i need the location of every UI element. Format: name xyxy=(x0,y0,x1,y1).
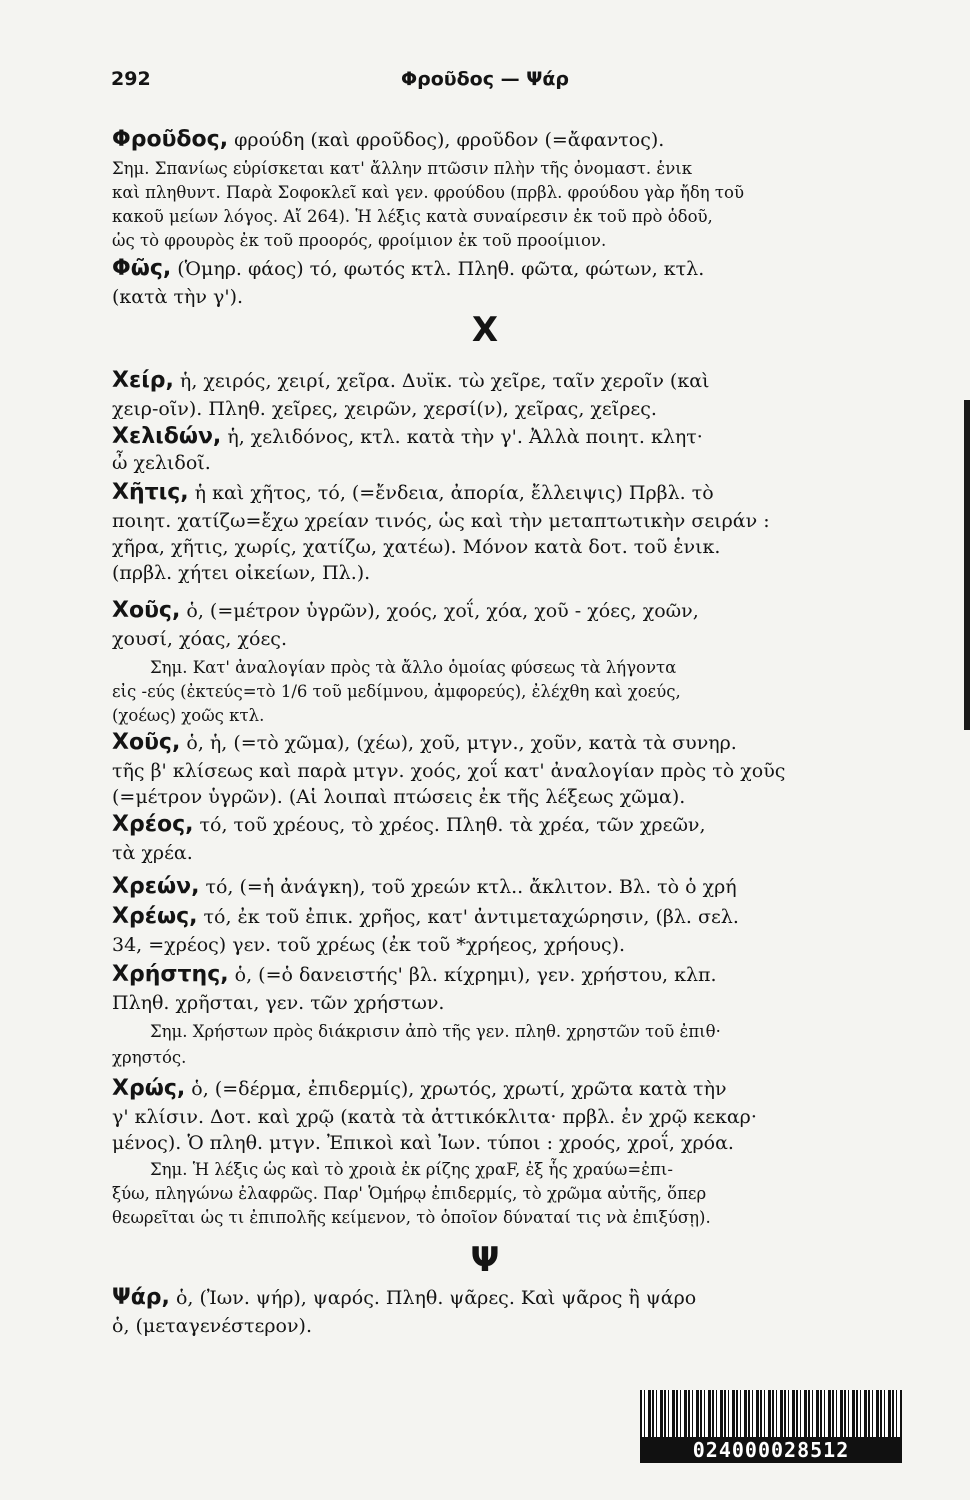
entry-text: Σημ. Σπανίως εὑρίσκεται κατ' ἄλλην πτῶσιν πλὴν τῆς ὀνομαστ. ἑνικ xyxy=(112,159,693,178)
entry-text: Πληθ. χρῆσται, γεν. τῶν χρήστων. xyxy=(112,992,445,1014)
entry-text: ἡ, χειρός, χειρί, χεῖρα. Δυϊκ. τὼ χεῖρε, ταῖν χεροῖν (καὶ xyxy=(173,370,710,392)
entry-text: ἡ καὶ χῆτος, τό, (=ἔνδεια, ἀπορία, ἔλλειψις) Πρβλ. τὸ xyxy=(188,482,714,504)
entry-text: χῆρα, χῆτις, χωρίς, χατίζω, χατέω). Μόνον κατὰ δοτ. τοῦ ἑνικ. xyxy=(112,536,721,558)
entry-line xyxy=(112,1104,912,1130)
entry-line xyxy=(150,656,950,680)
entry-line xyxy=(112,181,912,205)
entry-line-headword xyxy=(112,598,912,624)
entry-text: (κατὰ τὴν γ'). xyxy=(112,286,244,308)
entry-text: ποιητ. χατίζω=ἔχω χρείαν τινός, ὡς καὶ τὴν μεταπτωτικὴν σειράν : xyxy=(112,510,770,532)
page-edge-shadow xyxy=(964,400,970,730)
headword: Χρέως, xyxy=(112,904,198,929)
entry-line xyxy=(112,1046,912,1070)
entry-line-headword xyxy=(112,424,912,450)
headword: Χρέος, xyxy=(112,812,194,837)
entry-line xyxy=(112,932,912,958)
entry-line xyxy=(112,229,912,253)
entry-line xyxy=(112,534,912,560)
entry-text: (πρβλ. χήτει οἰκείων, Πλ.). xyxy=(112,562,371,584)
entry-line xyxy=(112,205,912,229)
entry-line-headword xyxy=(112,368,912,394)
entry-line-headword xyxy=(112,962,912,988)
entry-line-headword xyxy=(112,904,912,930)
headword: Χρήστης, xyxy=(112,962,229,987)
headword: Χελιδών, xyxy=(112,424,222,449)
entry-text: ὁ, (μεταγενέστερον). xyxy=(112,1315,312,1337)
section-letter-chi: X xyxy=(471,310,499,350)
entry-line xyxy=(112,560,912,586)
entry-line xyxy=(112,157,912,181)
entry-line-headword xyxy=(112,256,912,282)
entry-text: χουσί, χόας, χόες. xyxy=(112,628,287,650)
entry-line xyxy=(150,1020,950,1044)
entry-text: ὦ χελιδοῖ. xyxy=(112,452,211,474)
entry-line xyxy=(112,784,912,810)
headword: Φροῦδος, xyxy=(112,127,229,152)
entry-line xyxy=(112,450,912,476)
entry-text: ξύω, πληγώνω ἐλαφρῶς. Παρ' Ὁμήρῳ ἐπιδερμίς, τὸ χρῶμα αὐτῆς, ὅπερ xyxy=(112,1184,707,1203)
entry-line-headword xyxy=(112,874,912,900)
headword: Χείρ, xyxy=(112,368,174,393)
headword: Ψάρ, xyxy=(112,1285,170,1310)
entry-line xyxy=(112,990,912,1016)
entry-line-headword xyxy=(112,812,912,838)
entry-text: χειρ-οῖν). Πληθ. χεῖρες, χειρῶν, χερσί(ν), χεῖρας, χεῖρες. xyxy=(112,398,657,420)
entry-text: θεωρεῖται ὡς τι ἐπιπολῆς κείμενον, τὸ ὁποῖον δύναταί τις νὰ ἐπιξύσῃ). xyxy=(112,1208,711,1227)
entry-line xyxy=(112,626,912,652)
entry-text: ὁ, (=ὁ δανειστής' βλ. κίχρημι), γεν. χρήστου, κλπ. xyxy=(228,964,717,986)
entry-line xyxy=(112,840,912,866)
entry-line-headword xyxy=(112,480,912,506)
entry-line-headword xyxy=(112,1285,912,1311)
entry-text: (=μέτρον ὑγρῶν). (Αἱ λοιπαὶ πτώσεις ἐκ τῆς λέξεως χῶμα). xyxy=(112,786,686,808)
entry-line xyxy=(112,284,912,310)
headword: Χρώς, xyxy=(112,1076,186,1101)
entry-line xyxy=(150,1158,950,1182)
headword: Φῶς, xyxy=(112,256,172,281)
entry-line xyxy=(112,1206,912,1230)
entry-text: ὁ, (Ἰων. ψήρ), ψαρός. Πληθ. ψᾶρες. Καὶ ψᾶρος ἢ ψάρο xyxy=(169,1287,697,1309)
entry-text: τὰ χρέα. xyxy=(112,842,193,864)
entry-text: φρούδη (καὶ φροῦδος), φροῦδον (=ἄφαντος). xyxy=(228,129,665,151)
entry-text: (χοέως) χοῶς κτλ. xyxy=(112,706,265,725)
entry-line xyxy=(112,1313,912,1339)
entry-line xyxy=(112,704,912,728)
entry-text: τό, τοῦ χρέους, τὸ χρέος. Πληθ. τὰ χρέα, τῶν χρεῶν, xyxy=(193,814,706,836)
entry-text: ἡ, χελιδόνος, κτλ. κατὰ τὴν γ'. Ἀλλὰ ποιητ. κλητ· xyxy=(221,426,703,448)
entry-text: καὶ πληθυντ. Παρὰ Σοφοκλεῖ καὶ γεν. φρούδου (πρβλ. φρούδου γὰρ ἤδη τοῦ xyxy=(112,183,744,202)
headword: Χρεών, xyxy=(112,874,200,899)
entry-text: εἰς -εύς (ἐκτεύς=τὸ 1/6 τοῦ μεδίμνου, ἀμφορεύς), ἐλέχθη καὶ χοεύς, xyxy=(112,682,681,701)
entry-text: κακοῦ μείων λόγος. Αἴ 264). Ἡ λέξις κατὰ συναίρεσιν ἐκ τοῦ πρὸ ὁδοῦ, xyxy=(112,207,713,226)
entry-text: τό, ἐκ τοῦ ἐπικ. χρῆος, κατ' ἀντιμεταχώρησιν, (βλ. σελ. xyxy=(197,906,739,928)
entry-line xyxy=(112,508,912,534)
entry-text: τό, (=ἡ ἀνάγκη), τοῦ χρεών κτλ.. ἄκλιτον. Βλ. τὸ ὁ χρή xyxy=(199,876,737,898)
entry-text: Σημ. Κατ' ἀναλογίαν πρὸς τὰ ἄλλο ὁμοίας φύσεως τὰ λήγοντα xyxy=(150,658,677,677)
entry-text: ὁ, (=μέτρον ὑγρῶν), χοός, χοΐ, χόα, χοῦ - χόες, χοῶν, xyxy=(180,600,699,622)
entry-line-headword xyxy=(112,127,912,153)
headword: Χοῦς, xyxy=(112,730,181,755)
entry-text: Σημ. Χρήστων πρὸς διάκρισιν ἀπὸ τῆς γεν. πληθ. χρηστῶν τοῦ ἐπιθ· xyxy=(150,1022,721,1041)
page-number: 292 xyxy=(111,68,151,90)
entry-text: Σημ. Ἡ λέξις ὡς καὶ τὸ χροιὰ ἐκ ρίζης χραF, ἐξ ἧς χραύω=ἐπι- xyxy=(150,1160,673,1179)
entry-line xyxy=(112,1182,912,1206)
entry-text: γ' κλίσιν. Δοτ. καὶ χρῷ (κατὰ τὰ ἀττικόκλιτα· πρβλ. ἐν χρῷ κεκαρ· xyxy=(112,1106,757,1128)
entry-text: ὡς τὸ φρουρὸς ἐκ τοῦ προορός, φροίμιον ἐκ τοῦ προοίμιον. xyxy=(112,231,607,250)
barcode-image xyxy=(640,1390,902,1438)
entry-line xyxy=(112,396,912,422)
entry-text: ὁ, (=δέρμα, ἐπιδερμίς), χρωτός, χρωτί, χρῶτα κατὰ τὴν xyxy=(185,1078,727,1100)
entry-text: 34, =χρέος) γεν. τοῦ χρέως (ἐκ τοῦ *χρήεος, χρήους). xyxy=(112,934,626,956)
entry-text: μένος). Ὁ πληθ. μτγν. Ἐπικοὶ καὶ Ἰων. τύποι : χροός, χροΐ, χρόα. xyxy=(112,1132,734,1154)
section-letter-psi: Ψ xyxy=(470,1240,500,1280)
entry-line-headword xyxy=(112,730,912,756)
entry-text: χρηστός. xyxy=(112,1048,187,1067)
entry-text: ὁ, ἡ, (=τὸ χῶμα), (χέω), χοῦ, μτγν., χοῦν, κατὰ τὰ συνηρ. xyxy=(180,732,737,754)
entry-text: (Ὁμηρ. φάος) τό, φωτός κτλ. Πληθ. φῶτα, φώτων, κτλ. xyxy=(171,258,705,280)
barcode-number: 024000028512 xyxy=(640,1437,902,1463)
headword: Χῆτις, xyxy=(112,480,189,505)
entry-line xyxy=(112,1130,912,1156)
entry-line xyxy=(112,680,912,704)
headword: Χοῦς, xyxy=(112,598,181,623)
entry-text: τῆς β' κλίσεως καὶ παρὰ μτγν. χοός, χοΐ κατ' ἀναλογίαν πρὸς τὸ χοῦς xyxy=(112,760,786,782)
running-header: Φροῦδος — Ψάρ xyxy=(400,68,570,90)
entry-line-headword xyxy=(112,1076,912,1102)
entry-line xyxy=(112,758,912,784)
